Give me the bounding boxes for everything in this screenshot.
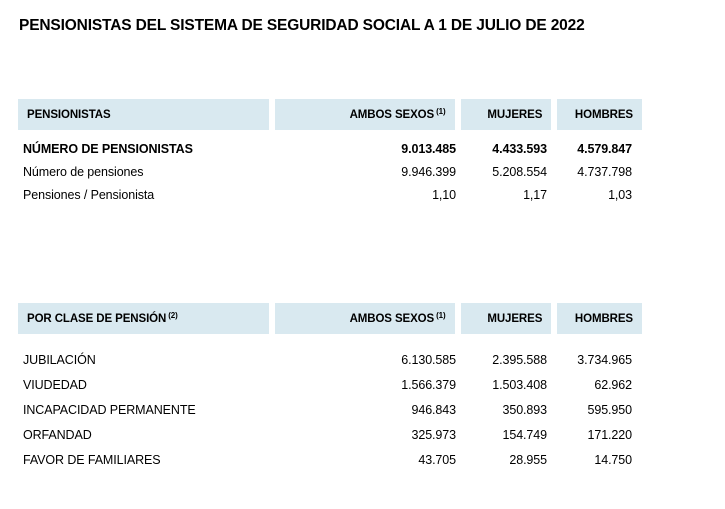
table-row — [18, 160, 642, 183]
column-header-pensionistas-label: PENSIONISTAS — [27, 108, 111, 121]
column-header-por-clase-de-pension-label: POR CLASE DE PENSIÓN — [27, 312, 167, 325]
row-value-ambos-sexos: 9.013.485 — [401, 141, 456, 156]
row-value-hombres: 4.737.798 — [577, 164, 632, 179]
column-header-ambos-sexos — [275, 99, 454, 130]
footnote-marker-1: (1) — [436, 107, 446, 116]
row-value-ambos-sexos: 6.130.585 — [401, 352, 456, 367]
table-header-row — [18, 99, 642, 130]
table-header-row — [18, 303, 642, 334]
column-header-hombres — [557, 99, 642, 130]
column-header-ambos-sexos-label: AMBOS SEXOS — [349, 108, 435, 121]
row-value-hombres: 14.750 — [594, 452, 632, 467]
row-label: NÚMERO DE PENSIONISTAS — [23, 141, 193, 156]
row-value-ambos-sexos: 1.566.379 — [401, 377, 456, 392]
row-value-hombres: 595.950 — [587, 402, 632, 417]
row-value-mujeres: 1,17 — [523, 187, 547, 202]
column-header-ambos-sexos — [275, 303, 454, 334]
row-value-ambos-sexos: 1,10 — [432, 187, 456, 202]
footnote-marker-2: (2) — [168, 311, 178, 320]
row-label: VIUDEDAD — [23, 377, 87, 392]
column-header-hombres-label: HOMBRES — [574, 312, 634, 325]
column-header-hombres — [557, 303, 642, 334]
row-value-mujeres: 5.208.554 — [492, 164, 547, 179]
row-value-hombres: 62.962 — [594, 377, 632, 392]
row-value-ambos-sexos: 325.973 — [411, 427, 456, 442]
row-value-ambos-sexos: 9.946.399 — [401, 164, 456, 179]
row-value-hombres: 1,03 — [608, 187, 632, 202]
row-value-hombres: 171.220 — [587, 427, 632, 442]
table-row — [18, 372, 642, 397]
row-label: INCAPACIDAD PERMANENTE — [23, 402, 196, 417]
footnote-marker-1: (1) — [436, 311, 446, 320]
row-value-ambos-sexos: 946.843 — [411, 402, 456, 417]
pensionistas-table — [18, 99, 642, 206]
column-header-pensionistas — [18, 99, 269, 130]
column-header-mujeres — [461, 303, 552, 334]
row-label: FAVOR DE FAMILIARES — [23, 452, 161, 467]
column-header-ambos-sexos-label: AMBOS SEXOS — [349, 312, 435, 325]
row-value-hombres: 3.734.965 — [577, 352, 632, 367]
row-value-ambos-sexos: 43.705 — [418, 452, 456, 467]
row-value-mujeres: 1.503.408 — [492, 377, 547, 392]
row-value-mujeres: 2.395.588 — [492, 352, 547, 367]
row-label: ORFANDAD — [23, 427, 92, 442]
row-value-mujeres: 4.433.593 — [492, 141, 547, 156]
table-row — [18, 422, 642, 447]
table-row — [18, 137, 642, 160]
page-title: PENSIONISTAS DEL SISTEMA DE SEGURIDAD SOCIAL A 1 DE JULIO DE 2022 — [19, 17, 585, 34]
row-label: JUBILACIÓN — [23, 352, 96, 367]
column-header-mujeres — [461, 99, 552, 130]
table-row — [18, 347, 642, 372]
row-label: Pensiones / Pensionista — [23, 187, 155, 202]
table-body — [18, 334, 642, 472]
table-row — [18, 183, 642, 206]
column-header-por-clase-de-pension — [18, 303, 269, 334]
table-row — [18, 397, 642, 422]
column-header-hombres-label: HOMBRES — [574, 108, 634, 121]
table-body — [18, 130, 642, 206]
row-label: Número de pensiones — [23, 164, 144, 179]
column-header-mujeres-label: MUJERES — [487, 312, 543, 325]
row-value-mujeres: 350.893 — [502, 402, 547, 417]
row-value-mujeres: 154.749 — [502, 427, 547, 442]
clase-de-pension-table — [18, 303, 642, 472]
row-value-hombres: 4.579.847 — [577, 141, 632, 156]
column-header-mujeres-label: MUJERES — [487, 108, 543, 121]
row-value-mujeres: 28.955 — [509, 452, 547, 467]
table-row — [18, 447, 642, 472]
